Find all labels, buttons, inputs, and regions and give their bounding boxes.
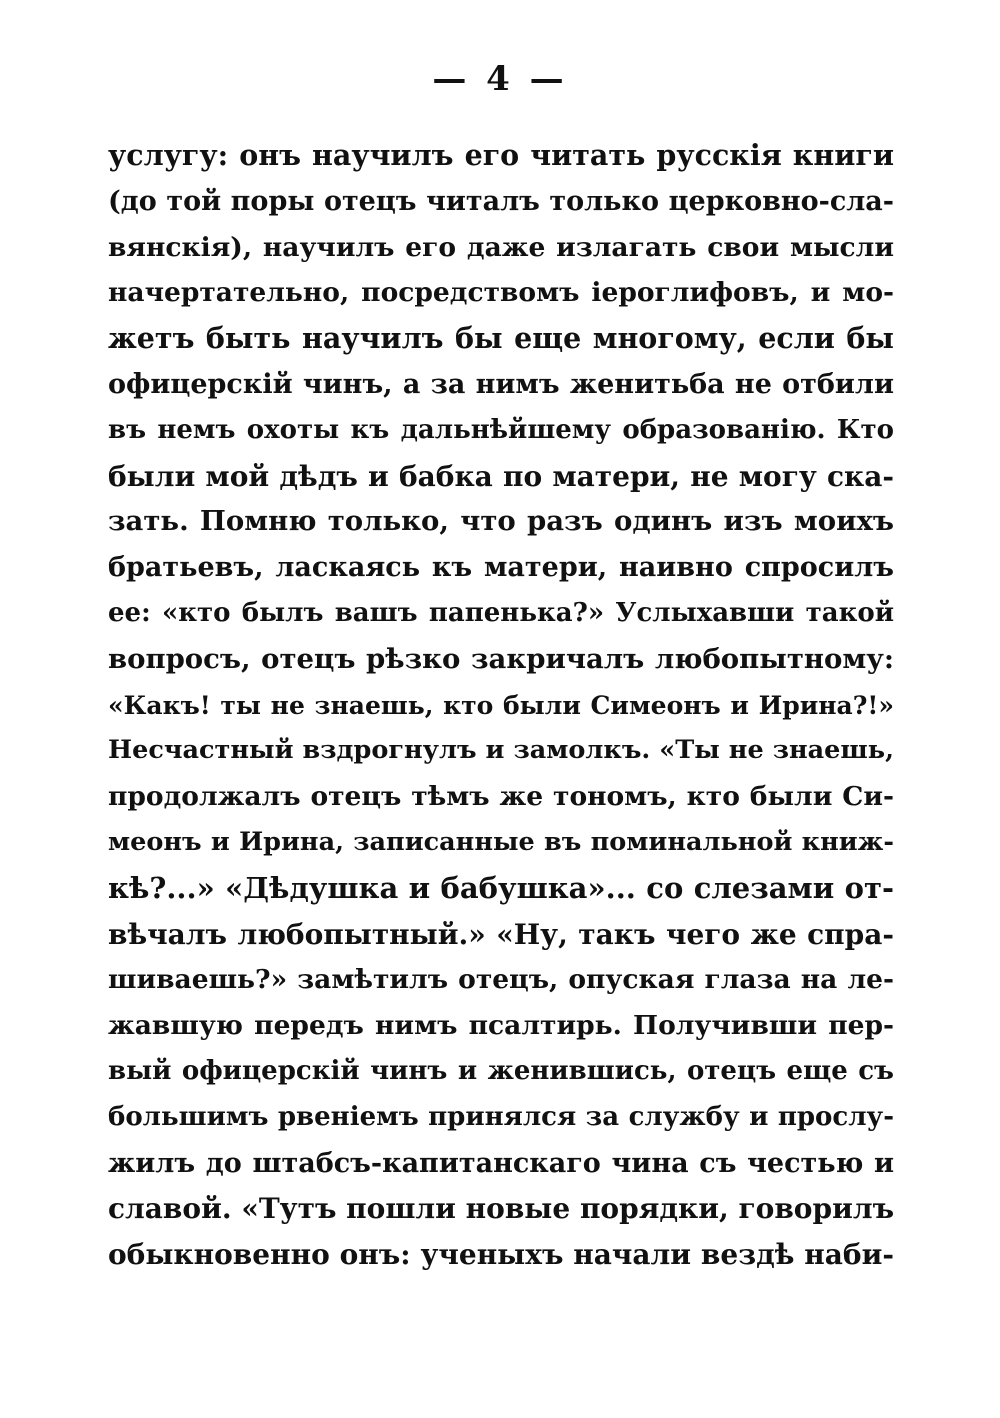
text-line: шиваешь?» замѣтилъ отецъ, опуская глаза на ле- [108,964,894,996]
text-line: «Какъ! ты не знаешь, кто были Симеонъ и Ирина?!» [108,690,894,720]
text-line: жетъ быть научилъ бы еще многому, если бы [108,321,894,356]
text-line: жавшую передъ нимъ псалтирь. Получивши пер- [108,1010,894,1042]
page-number: — 4 — [432,59,568,99]
text-line: Несчастный вздрогнулъ и замолкъ. «Ты не знаешь, [108,735,894,766]
body-text [108,133,894,1278]
text-line: вый офицерскій чинъ и женившись, отецъ еще съ [108,1055,894,1086]
text-line: офицерскій чинъ, а за нимъ женитьба не отбили [108,368,894,400]
text-line: ее: «кто былъ вашъ папенька?» Услыхавши такой [108,597,894,628]
text-line: были мой дѣдъ и бабка по матери, не могу ска- [108,459,894,493]
text-line: зать. Помню только, что разъ одинъ изъ моихъ [108,505,894,538]
text-line: (до той поры отецъ читалъ только церковно-сла- [108,185,894,217]
text-line: славой. «Тутъ пошли новые порядки, говорилъ [108,1192,894,1226]
text-line: жилъ до штабсъ-капитанскаго чина съ честью и [108,1147,894,1179]
text-line: кѣ?...» «Дѣдушка и бабушка»... со слезами от- [108,870,894,905]
text-line: вопросъ, отецъ рѣзко закричалъ любопытному: [108,642,894,675]
text-line: въ немъ охоты къ дальнѣйшему образованію. Кто [108,414,894,445]
text-line: продолжалъ отецъ тѣмъ же тономъ, кто были Си- [108,781,894,813]
text-line: вѣчалъ любопытный.» «Ну, такъ чего же спра- [108,917,894,951]
text-line: обыкновенно онъ: ученыхъ начали вездѣ наби- [108,1238,894,1272]
text-line: начертательно, посредствомъ іероглифовъ, и мо- [108,277,894,309]
text-line: братьевъ, ласкаясь къ матери, наивно спросилъ [108,552,894,584]
text-line: большимъ рвеніемъ принялся за службу и прослу- [108,1101,894,1132]
text-line: вянскія), научилъ его даже излагать свои мысли [108,231,894,263]
text-line: меонъ и Ирина, записанные въ поминальной книж- [108,826,894,857]
text-line: услугу: онъ научилъ его читать русскія книги [108,138,894,172]
